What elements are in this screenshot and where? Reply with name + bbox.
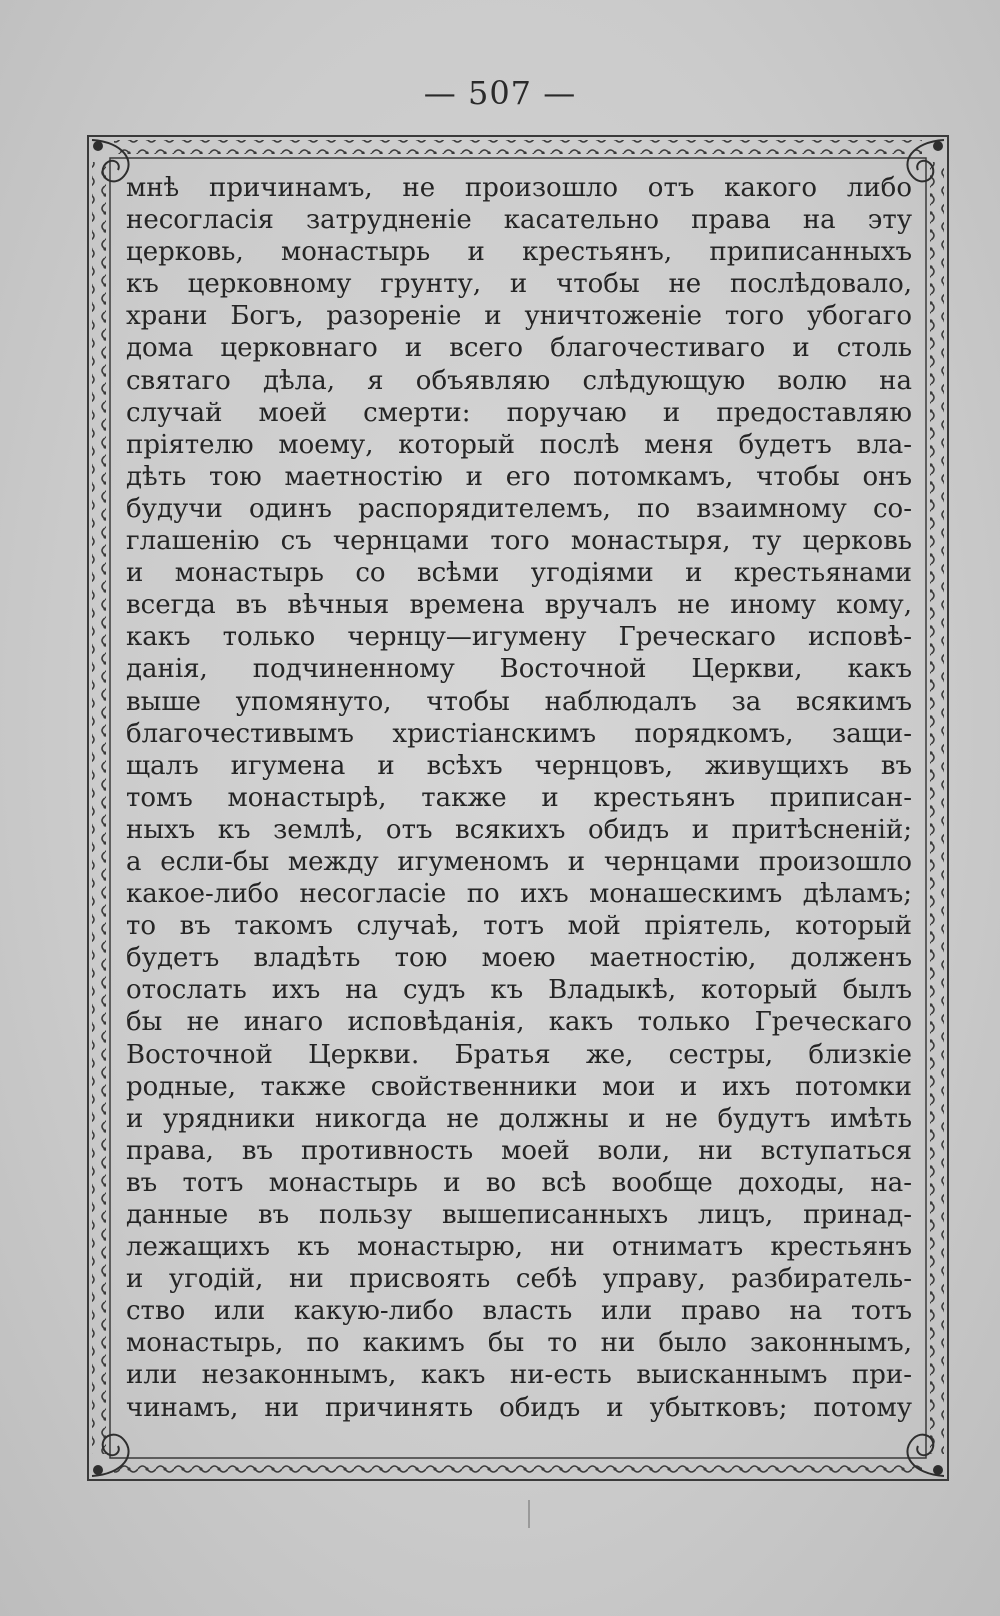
- text-line: глашенію съ чернцами того монастыря, ту церковь: [126, 526, 912, 557]
- text-line: данія, подчиненному Восточной Церкви, какъ: [126, 654, 912, 685]
- text-line: ство или какую-либо власть или право на тотъ: [126, 1296, 912, 1327]
- text-line: какъ только чернцу—игумену Греческаго исповѣ-: [126, 622, 912, 653]
- text-line: дома церковнаго и всего благочестиваго и столь: [126, 333, 912, 364]
- text-line: Восточной Церкви. Братья же, сестры, близкіе: [126, 1039, 912, 1070]
- text-line: пріятелю моему, который послѣ меня будетъ вла-: [126, 429, 912, 460]
- text-line: щалъ игумена и всѣхъ чернцовъ, живущихъ въ: [126, 750, 912, 781]
- text-line: какое-либо несогласіе по ихъ монашескимъ дѣламъ;: [126, 879, 912, 910]
- text-line: бы не инаго исповѣданія, какъ только Греческаго: [126, 1007, 912, 1038]
- page-number: — 507 —: [423, 74, 577, 112]
- text-line: случай моей смерти: поручаю и предоставляю: [126, 397, 912, 428]
- text-line: чинамъ, ни причинять обидъ и убытковъ; потому: [126, 1392, 912, 1423]
- text-line: несогласія затрудненіе касательно права на эту: [126, 205, 912, 236]
- text-line: благочестивымъ христіанскимъ порядкомъ, защи-: [126, 718, 912, 749]
- text-line: и урядники никогда не должны и не будутъ имѣть: [126, 1103, 912, 1134]
- text-line: а если-бы между игуменомъ и чернцами произошло: [126, 846, 912, 877]
- text-line: томъ монастырѣ, также и крестьянъ приписан-: [126, 782, 912, 813]
- text-line: данные въ пользу вышеписанныхъ лицъ, принад-: [126, 1200, 912, 1230]
- text-line: и угодій, ни присвоять себѣ управу, разбиратель-: [126, 1264, 912, 1295]
- text-line: или незаконнымъ, какъ ни-есть выисканнымъ при-: [126, 1360, 912, 1391]
- text-line: будетъ владѣть тою моею маетностію, долженъ: [126, 943, 912, 974]
- text-line: отослать ихъ на судъ къ Владыкѣ, который былъ: [126, 975, 912, 1006]
- text-line: родные, также свойственники мои и ихъ потомки: [126, 1071, 912, 1102]
- text-line: лежащихъ къ монастырю, ни отниматъ крестьянъ: [126, 1232, 912, 1263]
- text-line: святаго дѣла, я объявляю слѣдующую волю на: [126, 365, 912, 396]
- text-line: выше упомянуто, чтобы наблюдалъ за всякимъ: [126, 686, 912, 717]
- text-line: дѣть тою маетностію и его потомкамъ, чтобы онъ: [126, 461, 912, 492]
- bottom-print-mark: [528, 1500, 530, 1528]
- text-line: то въ такомъ случаѣ, тотъ мой пріятель, который: [126, 911, 912, 942]
- document-text: [126, 172, 912, 1424]
- text-line: будучи одинъ распорядителемъ, по взаимному со-: [126, 493, 912, 524]
- text-line: и монастырь со всѣми угодіями и крестьянами: [126, 558, 912, 589]
- text-line: монастырь, по какимъ бы то ни было законнымъ,: [126, 1328, 912, 1359]
- text-line: мнѣ причинамъ, не произошло отъ какого либо: [126, 173, 912, 203]
- text-line: храни Богъ, разореніе и уничтоженіе того убогаго: [126, 301, 912, 332]
- text-line: къ церковному грунту, и чтобы не послѣдовало,: [126, 269, 912, 300]
- text-line: всегда въ вѣчныя времена вручалъ не иному кому,: [126, 590, 912, 621]
- text-line: въ тотъ монастырь и во всѣ вообще доходы, на-: [126, 1167, 912, 1198]
- text-line: права, въ противность моей воли, ни вступаться: [126, 1135, 912, 1166]
- text-line: церковь, монастырь и крестьянъ, приписанныхъ: [126, 237, 912, 268]
- text-line: ныхъ къ землѣ, отъ всякихъ обидъ и притѣсненій;: [126, 814, 912, 845]
